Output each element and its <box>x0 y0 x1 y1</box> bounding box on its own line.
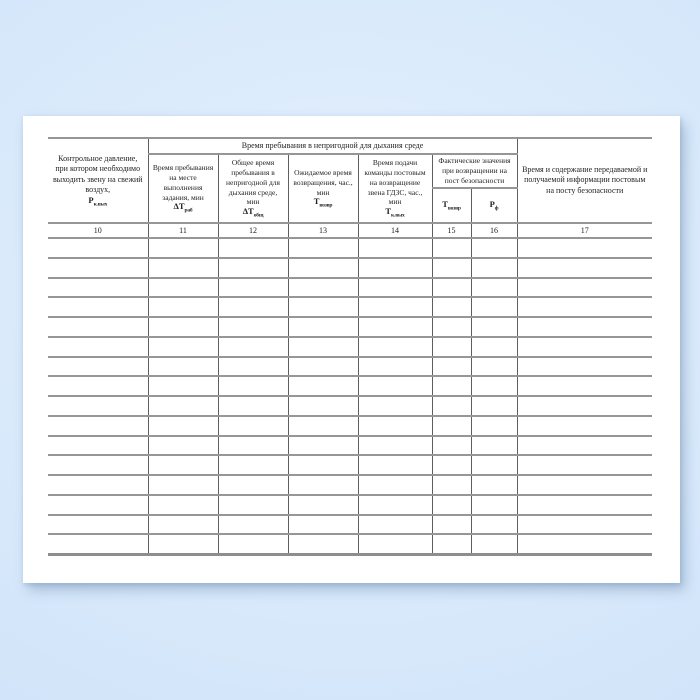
empty-cell <box>358 455 432 475</box>
empty-cell <box>148 357 218 377</box>
empty-cell <box>471 297 517 317</box>
table-row <box>48 278 652 298</box>
empty-cell <box>48 475 148 495</box>
column-header-16 <box>471 188 517 223</box>
empty-cell <box>517 515 652 535</box>
column-header-12 <box>218 154 288 223</box>
empty-cell <box>218 515 288 535</box>
empty-cell <box>358 416 432 436</box>
column-header-10-label: Контрольное давление, при котором необходимо выходить звену на свежий воздух, <box>52 153 143 195</box>
table-row <box>48 515 652 535</box>
column-numbers-row <box>48 223 652 238</box>
empty-cell <box>432 475 471 495</box>
empty-cell <box>358 317 432 337</box>
empty-cell <box>358 278 432 298</box>
empty-cell <box>288 376 358 396</box>
table-body <box>48 238 652 554</box>
empty-cell <box>218 357 288 377</box>
empty-cell <box>48 376 148 396</box>
empty-cell <box>432 238 471 258</box>
column-header-12-formula: $\Delta Т_{общ}$ <box>242 206 264 220</box>
empty-cell <box>432 455 471 475</box>
empty-cell <box>517 357 652 377</box>
empty-cell <box>517 455 652 475</box>
empty-cell <box>358 396 432 416</box>
empty-cell <box>288 297 358 317</box>
empty-cell <box>218 376 288 396</box>
column-header-17: Время и содержание передаваемой и получаемой информации постовым на посту безопасности <box>517 138 652 223</box>
column-number-16: 16 <box>471 223 517 238</box>
table-row <box>48 238 652 258</box>
column-number-12: 12 <box>218 223 288 238</box>
column-header-11-label: Время пребывания на месте выполнения задания, мин <box>152 162 214 202</box>
empty-cell <box>148 495 218 515</box>
column-header-14-formula: $Т_{к.вых}$ <box>385 206 405 220</box>
empty-cell <box>218 337 288 357</box>
empty-cell <box>48 278 148 298</box>
empty-cell <box>517 376 652 396</box>
table-row <box>48 436 652 456</box>
table-row <box>48 534 652 554</box>
column-number-11: 11 <box>148 223 218 238</box>
empty-cell <box>432 357 471 377</box>
empty-cell <box>48 534 148 554</box>
empty-cell <box>148 475 218 495</box>
group-header-actual-values: Фактические значения при возвращении на пост безопасности <box>432 154 517 188</box>
empty-cell <box>148 278 218 298</box>
empty-cell <box>517 495 652 515</box>
empty-cell <box>471 278 517 298</box>
empty-cell <box>148 238 218 258</box>
empty-cell <box>218 258 288 278</box>
empty-cell <box>517 238 652 258</box>
column-header-11-formula: $\Delta Т_{раб}$ <box>173 201 193 215</box>
empty-cell <box>517 337 652 357</box>
empty-cell <box>218 278 288 298</box>
empty-cell <box>218 455 288 475</box>
empty-cell <box>288 515 358 535</box>
empty-cell <box>432 396 471 416</box>
empty-cell <box>288 238 358 258</box>
column-header-13-formula: $Т_{возвр}$ <box>313 196 333 210</box>
empty-cell <box>517 436 652 456</box>
empty-cell <box>358 515 432 535</box>
empty-cell <box>288 396 358 416</box>
empty-cell <box>432 258 471 278</box>
empty-cell <box>517 297 652 317</box>
empty-cell <box>288 534 358 554</box>
empty-cell <box>218 534 288 554</box>
group-header-time-environment: Время пребывания в непригодной для дыхания среде <box>148 138 517 154</box>
column-header-16-formula: $Р_ф$ <box>489 198 499 212</box>
empty-cell <box>48 258 148 278</box>
empty-cell <box>148 376 218 396</box>
empty-cell <box>218 238 288 258</box>
empty-cell <box>517 317 652 337</box>
empty-cell <box>517 278 652 298</box>
empty-cell <box>48 436 148 456</box>
paper-sheet <box>23 116 680 583</box>
empty-cell <box>358 357 432 377</box>
table-header <box>48 138 652 238</box>
empty-cell <box>148 455 218 475</box>
empty-cell <box>471 534 517 554</box>
empty-cell <box>432 416 471 436</box>
column-number-13: 13 <box>288 223 358 238</box>
column-number-10: 10 <box>48 223 148 238</box>
table-row <box>48 396 652 416</box>
empty-cell <box>148 297 218 317</box>
column-number-17: 17 <box>517 223 652 238</box>
empty-cell <box>471 258 517 278</box>
table-row <box>48 416 652 436</box>
empty-cell <box>358 376 432 396</box>
table-row <box>48 297 652 317</box>
empty-cell <box>432 317 471 337</box>
empty-cell <box>471 436 517 456</box>
empty-cell <box>358 258 432 278</box>
empty-cell <box>471 337 517 357</box>
empty-cell <box>48 297 148 317</box>
empty-cell <box>288 436 358 456</box>
empty-cell <box>432 337 471 357</box>
empty-cell <box>48 357 148 377</box>
empty-cell <box>517 258 652 278</box>
empty-cell <box>432 495 471 515</box>
empty-cell <box>432 534 471 554</box>
column-header-13-label: Ожидаемое время возвращения, час., мин <box>293 167 353 197</box>
empty-cell <box>517 396 652 416</box>
empty-cell <box>218 317 288 337</box>
column-header-15 <box>432 188 471 223</box>
empty-cell <box>48 238 148 258</box>
empty-cell <box>218 495 288 515</box>
empty-cell <box>288 475 358 495</box>
column-header-11 <box>148 154 218 223</box>
empty-cell <box>358 475 432 495</box>
table-row <box>48 376 652 396</box>
empty-cell <box>471 455 517 475</box>
empty-cell <box>48 317 148 337</box>
empty-cell <box>48 455 148 475</box>
empty-cell <box>432 436 471 456</box>
empty-cell <box>471 357 517 377</box>
empty-cell <box>471 238 517 258</box>
column-header-10-formula: $Р_{к.вых}$ <box>88 194 108 208</box>
empty-cell <box>288 495 358 515</box>
empty-cell <box>358 297 432 317</box>
empty-cell <box>432 515 471 535</box>
empty-cell <box>517 475 652 495</box>
empty-cell <box>288 416 358 436</box>
empty-cell <box>288 278 358 298</box>
empty-cell <box>288 357 358 377</box>
empty-cell <box>148 258 218 278</box>
empty-cell <box>48 416 148 436</box>
empty-cell <box>432 297 471 317</box>
empty-cell <box>471 515 517 535</box>
empty-cell <box>471 475 517 495</box>
empty-cell <box>358 495 432 515</box>
column-header-12-label: Общее время пребывания в непригодной для дыхания среде, мин <box>225 157 281 207</box>
empty-cell <box>218 396 288 416</box>
table-row <box>48 357 652 377</box>
column-header-14-label: Время подачи команды постовым на возвращение звена ГДЗС, час., мин <box>364 157 426 207</box>
table-row <box>48 258 652 278</box>
empty-cell <box>218 416 288 436</box>
table-row <box>48 455 652 475</box>
gdzs-log-table <box>48 137 652 556</box>
table-row <box>48 475 652 495</box>
empty-cell <box>48 495 148 515</box>
empty-cell <box>432 376 471 396</box>
empty-cell <box>288 337 358 357</box>
empty-cell <box>288 455 358 475</box>
empty-cell <box>517 534 652 554</box>
column-header-10 <box>48 138 148 223</box>
empty-cell <box>358 238 432 258</box>
empty-cell <box>148 317 218 337</box>
column-header-15-formula: $Т_{возвр}$ <box>442 198 461 212</box>
empty-cell <box>148 515 218 535</box>
table-row <box>48 337 652 357</box>
empty-cell <box>288 317 358 337</box>
empty-cell <box>471 317 517 337</box>
empty-cell <box>471 416 517 436</box>
empty-cell <box>48 396 148 416</box>
empty-cell <box>48 337 148 357</box>
empty-cell <box>148 396 218 416</box>
empty-cell <box>471 396 517 416</box>
empty-cell <box>358 534 432 554</box>
empty-cell <box>471 376 517 396</box>
table-row <box>48 317 652 337</box>
table-row <box>48 495 652 515</box>
empty-cell <box>148 416 218 436</box>
column-number-15: 15 <box>432 223 471 238</box>
empty-cell <box>218 436 288 456</box>
empty-cell <box>218 297 288 317</box>
empty-cell <box>288 258 358 278</box>
empty-cell <box>471 495 517 515</box>
empty-cell <box>148 436 218 456</box>
empty-cell <box>358 436 432 456</box>
empty-cell <box>517 416 652 436</box>
empty-cell <box>48 515 148 535</box>
column-number-14: 14 <box>358 223 432 238</box>
column-header-13 <box>288 154 358 223</box>
empty-cell <box>218 475 288 495</box>
empty-cell <box>432 278 471 298</box>
empty-cell <box>148 534 218 554</box>
empty-cell <box>148 337 218 357</box>
column-header-14 <box>358 154 432 223</box>
empty-cell <box>358 337 432 357</box>
